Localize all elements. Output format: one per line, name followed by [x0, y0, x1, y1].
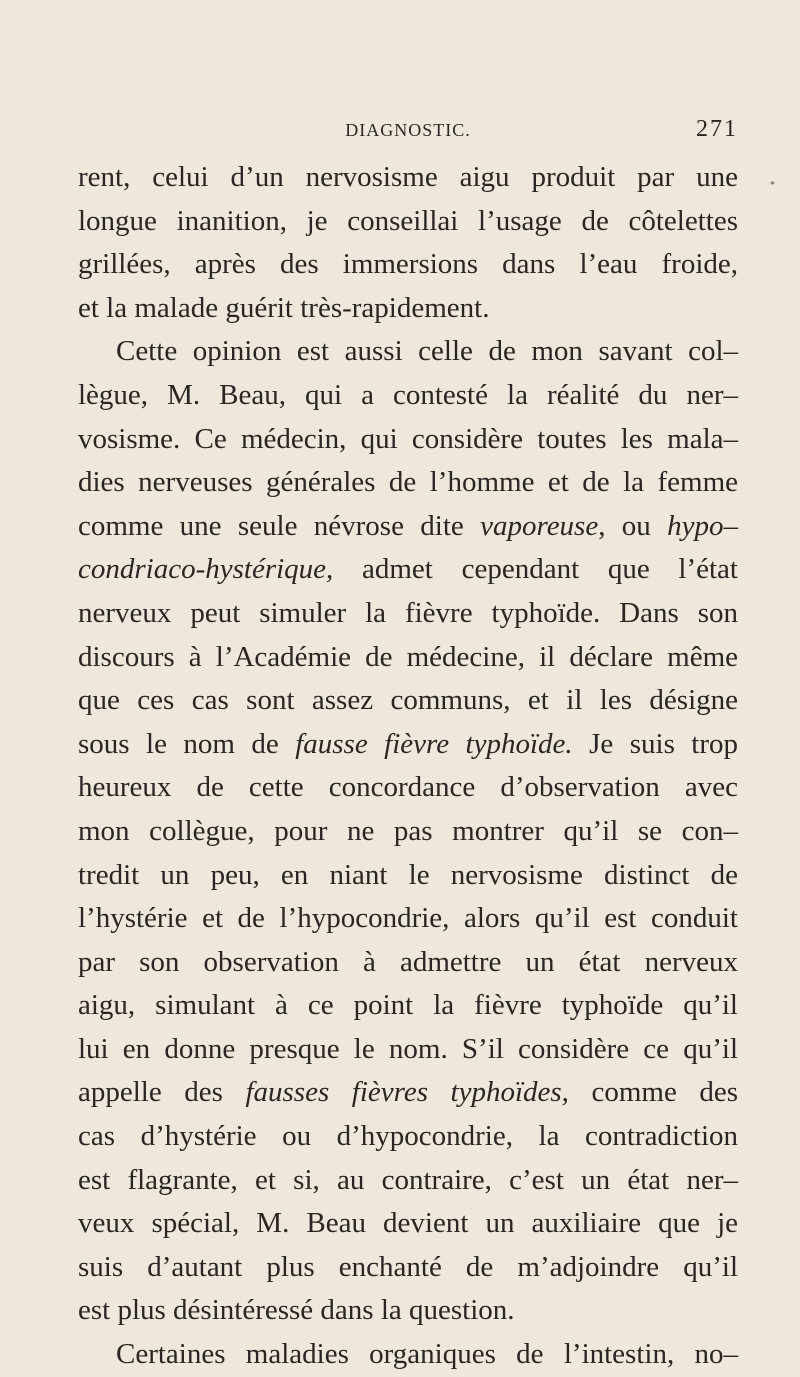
- italic-text: fausses fièvres typhoïdes: [245, 1076, 562, 1109]
- text-segment: et la malade guérit très-rapidement.: [78, 291, 490, 324]
- italic-text: vaporeuse: [480, 509, 599, 542]
- text-segment: suis d’autant plus enchanté de m’adjoindre qu’il: [78, 1250, 738, 1283]
- italic-text: condriaco-hystérique,: [78, 553, 334, 586]
- text-segment: , ou: [598, 509, 668, 542]
- text-segment: que ces cas sont assez communs, et il les désigne: [78, 684, 738, 717]
- text-segment: cas d’hystérie ou d’hypocondrie, la contradiction: [78, 1120, 738, 1153]
- text-line: [78, 1289, 738, 1333]
- page-header: [78, 116, 738, 146]
- text-line: [78, 156, 738, 200]
- text-line: [78, 1159, 738, 1203]
- text-segment: est flagrante, et si, au contraire, c’est un état ner–: [78, 1163, 738, 1196]
- text-line: [78, 897, 738, 941]
- text-line: [78, 374, 738, 418]
- text-segment: admet cependant que l’état: [333, 553, 738, 586]
- page-number: 271: [696, 116, 738, 142]
- text-line: [78, 1115, 738, 1159]
- text-segment: mon collègue, pour ne pas montrer qu’il se con–: [78, 814, 738, 847]
- text-segment: appelle des: [78, 1076, 246, 1109]
- text-segment: Certaines maladies organiques de l’intestin, no–: [116, 1338, 738, 1371]
- text-line: [78, 1202, 738, 1246]
- text-segment: sous le nom de: [78, 727, 296, 760]
- text-line: [78, 723, 738, 767]
- text-segment: longue inanition, je conseillai l’usage de côtelettes: [78, 204, 738, 237]
- text-segment: est plus désintéressé dans la question.: [78, 1294, 515, 1327]
- text-segment: nerveux peut simuler la fièvre typhoïde. Dans son: [78, 596, 738, 629]
- text-line: [78, 941, 738, 985]
- text-segment: vosisme. Ce médecin, qui considère toutes les mala–: [78, 422, 738, 455]
- text-line: [78, 766, 738, 810]
- text-line: [78, 1246, 738, 1290]
- text-segment: grillées, après des immersions dans l’eau froide,: [78, 248, 738, 281]
- text-line: [78, 1071, 738, 1115]
- text-line: [78, 984, 738, 1028]
- text-segment: lui en donne presque le nom. S’il considère ce qu’il: [78, 1032, 738, 1065]
- text-line: [78, 1333, 738, 1377]
- text-segment: l’hystérie et de l’hypocondrie, alors qu’il est conduit: [78, 902, 738, 935]
- text-segment: Cette opinion est aussi celle de mon savant col–: [116, 335, 738, 368]
- text-segment: dies nerveuses générales de l’homme et de la femme: [78, 466, 738, 499]
- text-segment: comme une seule névrose dite: [78, 509, 481, 542]
- text-line: [78, 1028, 738, 1072]
- text-segment: heureux de cette concordance d’observation avec: [78, 771, 738, 804]
- body-text: [78, 156, 738, 1377]
- text-line: [78, 330, 738, 374]
- text-segment: discours à l’Académie de médecine, il déclare même: [78, 640, 738, 673]
- text-line: [78, 592, 738, 636]
- text-line: [78, 679, 738, 723]
- text-segment: aigu, simulant à ce point la fièvre typhoïde qu’il: [78, 989, 738, 1022]
- running-head: DIAGNOSTIC.: [345, 120, 471, 140]
- text-segment: , comme des: [561, 1076, 738, 1109]
- text-segment: lègue, M. Beau, qui a contesté la réalité du ner–: [78, 378, 738, 411]
- text-segment: par son observation à admettre un état nerveux: [78, 945, 738, 978]
- text-line: [78, 548, 738, 592]
- text-line: [78, 854, 738, 898]
- text-line: [78, 418, 738, 462]
- text-line: [78, 243, 738, 287]
- text-segment: Je suis trop: [572, 727, 739, 760]
- text-line: [78, 200, 738, 244]
- text-line: [78, 810, 738, 854]
- text-segment: veux spécial, M. Beau devient un auxiliaire que je: [78, 1207, 738, 1240]
- text-segment: tredit un peu, en niant le nervosisme distinct de: [78, 858, 738, 891]
- text-line: [78, 461, 738, 505]
- italic-text: fausse fièvre typhoïde.: [295, 727, 573, 760]
- margin-mark: *: [770, 180, 775, 191]
- text-line: [78, 287, 738, 331]
- italic-text: hypo–: [667, 509, 739, 542]
- text-line: [78, 636, 738, 680]
- text-line: [78, 505, 738, 549]
- text-segment: rent, celui d’un nervosisme aigu produit par une: [78, 161, 738, 193]
